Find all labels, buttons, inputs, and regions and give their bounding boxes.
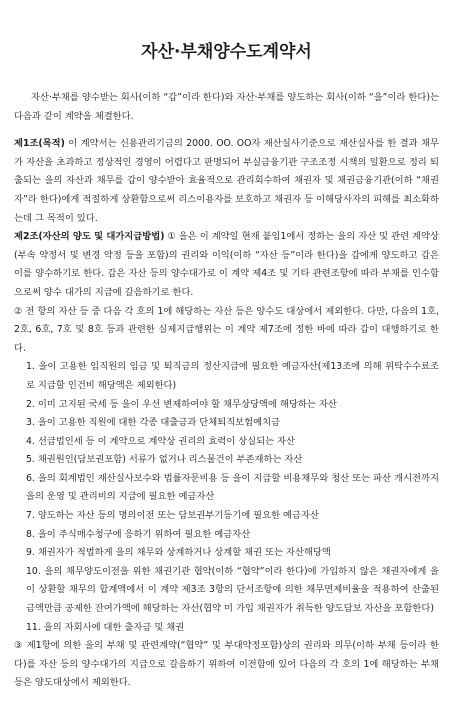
list-item: 6. 을의 회계법인 재산실사보수와 법률자문비용 등 을이 지급할 비용채무와 청산 또는 파산 개시전까지 을의 운영 및 관리비의 지급에 필요한 예금자산 [26, 472, 439, 503]
list-item: 5. 채권원인(담보권포함) 서류가 없거나 리스물건이 부존재하는 자산 [26, 454, 303, 466]
list-item: 8. 을이 주식매수청구에 응하기 위하여 필요한 예금자산 [26, 528, 251, 540]
article-2-para-1 [14, 228, 439, 302]
list-item: 4. 선급법인세 등 이 계약으로 계약상 권리의 효력이 상실되는 자산 [26, 435, 295, 447]
article-2-heading: 제2조(자산의 양도 및 대가지급방법) [14, 231, 165, 243]
list-item: 3. 을이 고용한 직원에 대한 각종 대출금과 단체퇴직보험예치금 [26, 417, 281, 429]
article-1-body: 이 계약서는 신용관리기금의 2000. OO. OO자 재산실사기준으로 재산실사를 한 결과 채무가 자산을 초과하고 정상적인 경영이 어렵다고 판명되어 부실금융기관 구조조정 시책의 일환으로 정리 퇴출되는 을의 자산과 채무를 갑이 양수받아 효율적으로 관리회수하여 채권자 및 채권금융기관(이하 “채권자”라 한다)에게 적절하게 상환함으로써 리스이용자를 보호하고 채권자 등 이해당사자의 피해를 최소화하는데 그 목적이 있다. [14, 138, 439, 224]
article-1 [14, 135, 439, 228]
list-item: 7. 양도하는 자산 등의 명의이전 또는 담보권부기등기에 필요한 예금자산 [26, 510, 319, 522]
document-page [0, 37, 453, 717]
list-item: 1. 을이 고용한 임직원의 임금 및 퇴직금의 정산지급에 필요한 예금자산(제13조에 의해 위탁수수료조로 지급할 인건비 해당액은 제외한다) [26, 361, 439, 391]
article-2-para-2: ② 전 항의 자산 등 중 다음 각 호의 1에 해당하는 자산 등은 양수도 대상에서 제외한다. 다만, 다음의 1호, 2호, 6호, 7호 및 8호 등과 관련한 실제지급행위는 이 계약 제7조에 정한 바에 따라 갑이 대행하기로 한다. [14, 305, 439, 354]
list-item: 10. 을의 채무양도이전을 위한 채권기관 협약(이하 “협약”이라 한다)에 가입하지 않은 채권자에게 을이 상환할 채무의 합계액에서 이 계약 제3조 3항의 단서조항에 의한 채무면제비율을 적용하여 산출된 금액만큼 공제한 잔여가액에 해당하는 자산(협약 미 가입 채권자가 취득한 양도담보 자산을 포함한다) [26, 565, 439, 615]
list-item: 9. 채권자가 적법하게 을의 채무와 상계하거나 상계할 채권 또는 자산해당액 [26, 547, 331, 559]
intro-paragraph: 자산·부채를 양수받는 회사(이하 “갑”이라 한다)와 자산·부채를 양도하는 회사(이하 “을”이라 한다)는 다음과 같이 계약을 체결한다. [14, 92, 439, 122]
article-2-para-3: ③ 제1항에 의한 을의 부채 및 관련계약(“협약” 및 부대약정포함)상의 권리와 의무(이하 부채 등이라 한다)를 자산 등의 양수대가의 지급으로 갈음하기 위하여 이전함에 있어 다음의 각 호의 1에 해당하는 부채 등은 양도대상에서 제외한다. [14, 640, 439, 689]
article-2-para-1-text: ① 을은 이 계약일 현재 붙임1에서 정하는 을의 자산 및 관련 계약상(부속 약정서 및 변경 약정 등을 포함)의 권리와 이익(이하 “자산 등”이라 한다)을 갑에게 양도하고 갑은 이를 양수하기로 한다. 갑은 자산 등의 양수대가로 이 계약 제4조 및 기타 관련조항에 따라 부채를 인수함으로써 양수 대가의 지급에 갈음하기로 한다. [14, 231, 439, 298]
list-item: 2. 이미 고지된 국세 등 을이 우선 변제하여야 할 채무상당액에 해당하는 자산 [26, 398, 337, 410]
document-title: 자산·부채양수도계약서 [141, 42, 312, 62]
list-item: 11. 을의 자회사에 대한 출자금 및 채권 [26, 621, 185, 633]
article-1-heading: 제1조(목적) [14, 138, 65, 150]
